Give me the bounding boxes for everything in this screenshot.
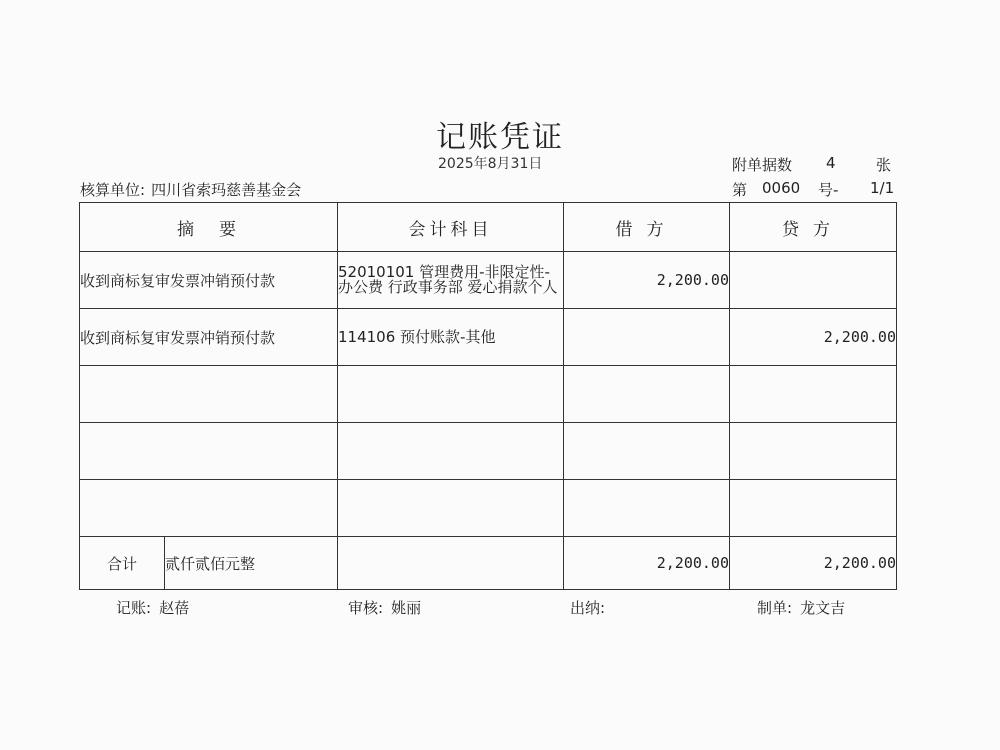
preparer-label: 制单: (757, 599, 793, 617)
bookkeeper-label: 记账: (116, 599, 152, 617)
voucher-number (732, 179, 900, 200)
table-row (80, 480, 897, 537)
row-debit: 2,200.00 (564, 252, 730, 309)
row-account (338, 366, 564, 423)
table-row (80, 309, 897, 366)
cashier-signature (570, 597, 613, 618)
header-account: 会计科目 (338, 203, 564, 252)
row-credit: 2,200.00 (730, 309, 897, 366)
row-debit (564, 480, 730, 537)
row-account (338, 423, 564, 480)
preparer-name: 龙文吉 (800, 599, 846, 617)
row-account: 52010101 管理费用-非限定性-办公费 行政事务部 爱心捐款个人 (338, 252, 564, 309)
row-summary (80, 480, 338, 537)
attachments-label: 附单据数 (732, 156, 793, 174)
table-total-row (80, 537, 897, 590)
voucher-page-count: 1/1 (870, 179, 895, 197)
attachments-count (732, 154, 891, 175)
row-credit (730, 366, 897, 423)
total-account-blank (338, 537, 564, 590)
row-summary: 收到商标复审发票冲销预付款 (80, 252, 338, 309)
header-debit: 借方 (564, 203, 730, 252)
accounting-unit-label: 核算单位: (80, 181, 146, 199)
table-header-row (80, 203, 897, 252)
total-debit: 2,200.00 (564, 537, 730, 590)
total-cell (80, 537, 338, 590)
attachments-unit: 张 (876, 156, 892, 174)
voucher-date: 2025年8月31日 (438, 156, 543, 172)
row-credit (730, 252, 897, 309)
header-credit: 贷方 (730, 203, 897, 252)
bookkeeper-signature (116, 597, 189, 618)
row-credit (730, 480, 897, 537)
reviewer-label: 审核: (348, 599, 384, 617)
table-row (80, 423, 897, 480)
voucher-number-value: 0060 (762, 179, 801, 197)
reviewer-signature (348, 597, 421, 618)
row-account (338, 480, 564, 537)
row-summary: 收到商标复审发票冲销预付款 (80, 309, 338, 366)
row-debit (564, 366, 730, 423)
accounting-unit-name: 四川省索玛慈善基金会 (151, 181, 302, 199)
table-row (80, 252, 897, 309)
row-debit (564, 423, 730, 480)
preparer-signature (757, 597, 845, 618)
total-credit: 2,200.00 (730, 537, 897, 590)
accounting-unit (80, 179, 301, 200)
header-summary: 摘 要 (80, 203, 338, 252)
voucher-title: 记账凭证 (436, 120, 564, 155)
reviewer-name: 姚丽 (391, 599, 422, 617)
voucher-number-suffix: 号- (818, 181, 839, 199)
total-label: 合计 (80, 537, 165, 589)
row-summary (80, 366, 338, 423)
row-summary (80, 423, 338, 480)
voucher-table (79, 202, 897, 590)
voucher-number-prefix: 第 (732, 181, 748, 199)
row-credit (730, 423, 897, 480)
bookkeeper-name: 赵蓓 (159, 599, 190, 617)
row-debit (564, 309, 730, 366)
attachments-number: 4 (826, 154, 836, 172)
row-account: 114106 预付账款-其他 (338, 309, 564, 366)
total-amount-in-words: 贰仟贰佰元整 (165, 554, 256, 573)
table-row (80, 366, 897, 423)
cashier-label: 出纳: (570, 599, 606, 617)
